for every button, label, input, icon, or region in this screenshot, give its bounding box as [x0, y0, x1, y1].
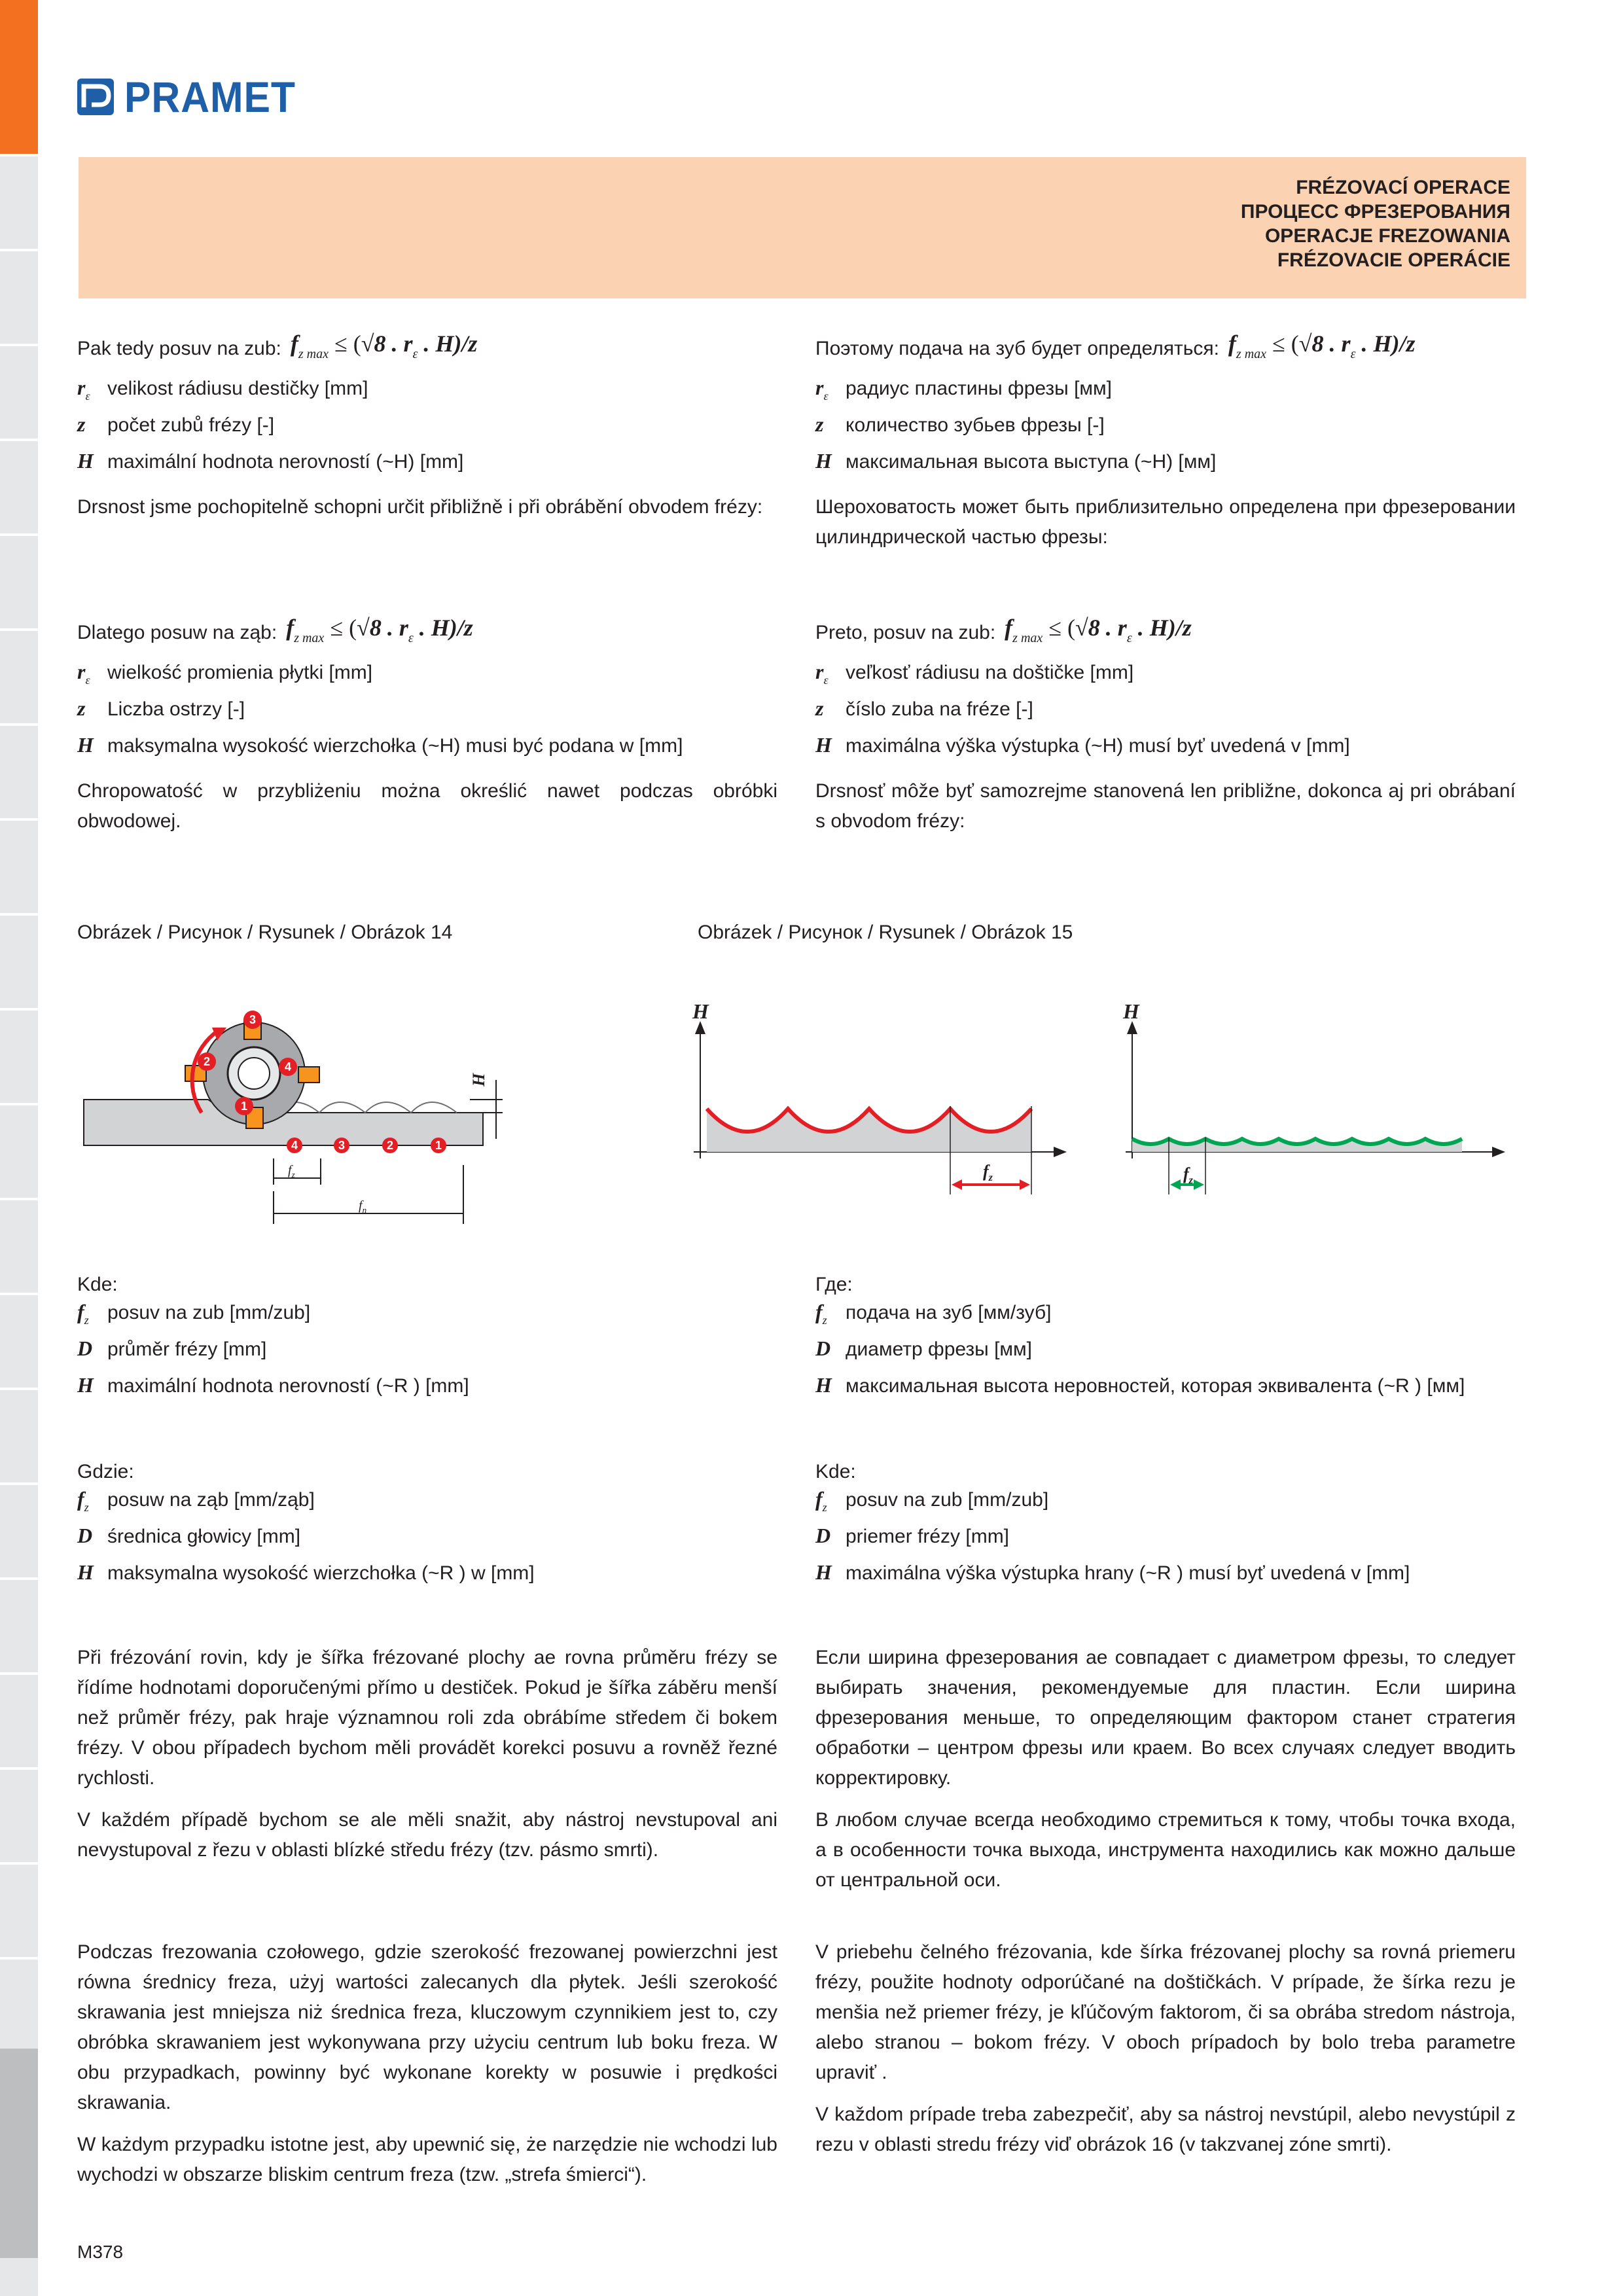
pl-paragraphs — [77, 1937, 777, 2190]
sk-roughness-note: Drsnosť môže byť samozrejme stanovená len približne, dokonca aj pri obrábaní s obvodom frézy: — [815, 780, 1516, 832]
sk-where-block — [815, 1457, 1516, 1597]
pl-formula-block — [77, 613, 777, 836]
legend-row: D priemer frézy [mm] — [815, 1524, 1010, 1547]
legend-row: $r_\varepsilon$ veľkosť rádiusu na doštičke [mm] — [815, 660, 1134, 687]
active-section-tab — [0, 0, 38, 154]
sk-formula-block — [815, 613, 1516, 836]
legend-row: H maksymalna wysokość wierzchołka (~H) musi być podana w [mm] — [77, 733, 683, 757]
cz-roughness-note: Drsnost jsme pochopitelně schopni určit přibližně i při obrábění obvodem frézy: — [77, 496, 763, 518]
legend-row: $r_\varepsilon$ радиус пластины фрезы [мм] — [815, 376, 1112, 403]
svg-text:4: 4 — [284, 1060, 292, 1073]
svg-text:H: H — [469, 1073, 488, 1086]
side-tab-strip — [0, 0, 38, 2296]
sk-formula-line — [815, 613, 1516, 653]
svg-text:4: 4 — [291, 1139, 298, 1152]
ru-where-label: Где: — [815, 1274, 853, 1295]
pramet-logo — [77, 73, 311, 120]
legend-row: D průměr frézy [mm] — [77, 1336, 267, 1360]
legend-row: $r_\varepsilon$ velikost rádiusu destičky [mm] — [77, 376, 368, 403]
legend-row: D średnica głowicy [mm] — [77, 1524, 301, 1547]
figure-15-profile-diagram — [681, 995, 1505, 1217]
header-title-cz: FRÉZOVACÍ OPERACE — [1296, 177, 1510, 198]
feed-formula: $f_{z max} \le (√8$ . $r_\varepsilon$ . H)/z — [290, 331, 478, 361]
brand-name: PRAMET — [124, 73, 296, 121]
header-title-pl: OPERACJE FREZOWANIA — [1264, 225, 1510, 247]
legend-row: z počet zubů frézy [-] — [77, 412, 275, 436]
legend-row: z Liczba ostrzy [-] — [77, 696, 245, 720]
header-title-sk: FRÉZOVACIE OPERÁCIE — [1277, 249, 1510, 271]
cz-where-label: Kde: — [77, 1274, 118, 1295]
feed-formula: $f_{z max} \le (√8$ . $r_\varepsilon$ . H)/z — [1228, 331, 1416, 361]
pl-where-block — [77, 1457, 777, 1597]
figure-14-milling-diagram — [77, 982, 509, 1237]
sk-intro: Preto, posuv na zub: — [815, 622, 996, 643]
insert-4 — [298, 1067, 319, 1083]
cz-intro: Pak tedy posuv na zub: — [77, 338, 281, 359]
ru-where-block — [815, 1270, 1516, 1410]
svg-text:H: H — [1123, 999, 1139, 1023]
pl-where-label: Gdzie: — [77, 1461, 134, 1482]
legend-row: H maksymalna wysokość wierzchołka (~R ) w [mm] — [77, 1560, 535, 1584]
header-band — [79, 157, 1526, 298]
pl-paragraph-2: W każdym przypadku istotne jest, aby upewnić się, że narzędzie nie wchodzi lub wychodzi w obszarze bliskim centrum freza (tzw. „strefa śmierci“). — [77, 2134, 777, 2185]
legend-row: $f_z$ posuv na zub [mm/zub] — [815, 1487, 1049, 1514]
feed-formula: $f_{z max} \le (√8$ . $r_\varepsilon$ . H)/z — [286, 615, 473, 645]
legend-row: D диаметр фрезы [мм] — [815, 1336, 1032, 1360]
cz-where-block — [77, 1270, 777, 1410]
cz-paragraph-1: Při frézování rovin, kdy je šířka frézované plochy ae rovna průměru frézy se řídíme hodnotami doporučenými přímo u destiček. Pokud je šířka záběru menší než průměr frézy, pak hraje významnou roli zda obrábíme středem či bokem frézy. V obou případech bychom měli provádět korekci posuvu a rovněž řezné rychlosti. — [77, 1647, 777, 1789]
legend-row: H maximálna výška výstupka (~H) musí byť uvedená v [mm] — [815, 733, 1350, 757]
section-tab-gray — [0, 2049, 38, 2258]
legend-row: H максимальная высота выступа (~H) [мм] — [815, 449, 1217, 473]
ru-intro: Поэтому подача на зуб будет определяться: — [815, 338, 1219, 359]
legend-row: H maximálna výška výstupka hrany (~R ) musí byť uvedená v [mm] — [815, 1560, 1410, 1584]
ru-roughness-note: Шероховатость может быть приблизительно определена при фрезеровании цилиндрической частью фрезы: — [815, 496, 1516, 548]
legend-row: H максимальная высота неровностей, которая эквивалента (~R ) [мм] — [815, 1373, 1465, 1397]
cz-paragraphs — [77, 1643, 777, 1865]
ru-formula-line — [815, 329, 1516, 369]
svg-text:H: H — [692, 999, 709, 1023]
header-title-ru: ПРОЦЕСС ФРЕЗЕРОВАНИЯ — [1240, 201, 1510, 223]
legend-row: H maximální hodnota nerovností (~R ) [mm] — [77, 1373, 469, 1397]
pl-intro: Dlatego posuw na ząb: — [77, 622, 277, 643]
ru-paragraph-1: Если ширина фрезерования ae совпадает с диаметром фрезы, то следует выбирать значения, рекомендуемые для пластин. Если ширина фрезерования меньше, то определяющим фактором станет стратегия обработки – центром фрезы или краем. Во всех случаях следует вводить корректировку. — [815, 1647, 1516, 1789]
cz-paragraph-2: V každém případě bychom se ale měli snažit, aby nástroj nevstupoval ani nevystupoval z řezu v oblasti blízké středu frézy (tzv. pásmo smrti). — [77, 1809, 777, 1861]
legend-row: z číslo zuba na fréze [-] — [815, 696, 1033, 720]
legend-row: $f_z$ posuw na ząb [mm/ząb] — [77, 1487, 315, 1514]
header-titles — [1241, 175, 1510, 272]
svg-text:3: 3 — [249, 1013, 257, 1026]
svg-text:2: 2 — [386, 1139, 394, 1152]
figure-14-caption: Obrázek / Рисунок / Rysunek / Obrázok 14 — [77, 922, 453, 943]
svg-text:fn: $f_n$ — [359, 1198, 367, 1215]
sk-paragraphs — [815, 1937, 1516, 2160]
legend-row: $f_z$ posuv na zub [mm/zub] — [77, 1300, 311, 1327]
figure-15-caption: Obrázek / Рисунок / Rysunek / Obrázok 15 — [698, 922, 1073, 943]
page-number: M378 — [77, 2242, 124, 2262]
ru-paragraphs — [815, 1643, 1516, 1895]
legend-row: $f_z$ подача на зуб [мм/зуб] — [815, 1300, 1052, 1327]
cz-formula-block — [77, 329, 777, 522]
svg-text:fz: $f_z$ — [1183, 1164, 1193, 1186]
sk-paragraph-2: V každom prípade treba zabezpečiť, aby sa nástroj nevstúpil, alebo nevystúpil z rezu v oblasti stredu frézy viď obrázok 16 (v takzvanej zóne smrti). — [815, 2104, 1516, 2155]
svg-text:1: 1 — [435, 1139, 442, 1152]
fine-profile — [1122, 999, 1505, 1194]
legend-row: H maximální hodnota nerovností (~H) [mm] — [77, 449, 464, 473]
pl-paragraph-1: Podczas frezowania czołowego, gdzie szerokość frezowanej powierzchni jest równa średnicy freza, użyj wartości zalecanych dla płytek. Jeśli szerokość skrawania jest mniejsza niż średnica freza, kluczowym czynnikiem jest to, czy obróbka skrawaniem jest wykonywana przy użyciu centrum lub boku freza. W obu przypadkach, powinny być wykonane korekty w posuwie i prędkości skrawania. — [77, 1941, 777, 2113]
pl-roughness-note: Chropowatość w przybliżeniu można określić nawet podczas obróbki obwodowej. — [77, 780, 777, 832]
svg-text:1: 1 — [240, 1100, 248, 1113]
cz-formula-line — [77, 329, 777, 369]
legend-row: $r_\varepsilon$ wielkość promienia płytki [mm] — [77, 660, 373, 687]
pramet-logo-icon — [77, 77, 119, 117]
coarse-profile — [692, 999, 1067, 1194]
svg-text:3: 3 — [338, 1139, 346, 1152]
svg-text:fz: $f_z$ — [983, 1162, 993, 1183]
svg-text:fz: $f_z$ — [288, 1163, 295, 1179]
sk-where-label: Kde: — [815, 1461, 856, 1482]
svg-text:2: 2 — [203, 1055, 211, 1068]
sk-paragraph-1: V priebehu čelného frézovania, kde šírka frézovanej plochy sa rovná priemeru frézy, použite hodnoty odporúčané na doštičkách. V prípade, že šírka rezu je menšia než priemer frézy, je kľúčovým faktorom, či sa obrába stredom nástroja, alebo stranou – bokom frézy. V oboch prípadoch by bolo treba parametre upraviť . — [815, 1941, 1516, 2083]
feed-formula: $f_{z max} \le (√8$ . $r_\varepsilon$ . H)/z — [1005, 615, 1192, 645]
ru-paragraph-2: В любом случае всегда необходимо стремиться к тому, чтобы точка входа, а в особенности точка выхода, инструмента находились как можно дальше от центральной оси. — [815, 1809, 1516, 1891]
pl-formula-line — [77, 613, 777, 653]
ru-formula-block — [815, 329, 1516, 552]
legend-row: z количество зубьев фрезы [-] — [815, 412, 1105, 436]
